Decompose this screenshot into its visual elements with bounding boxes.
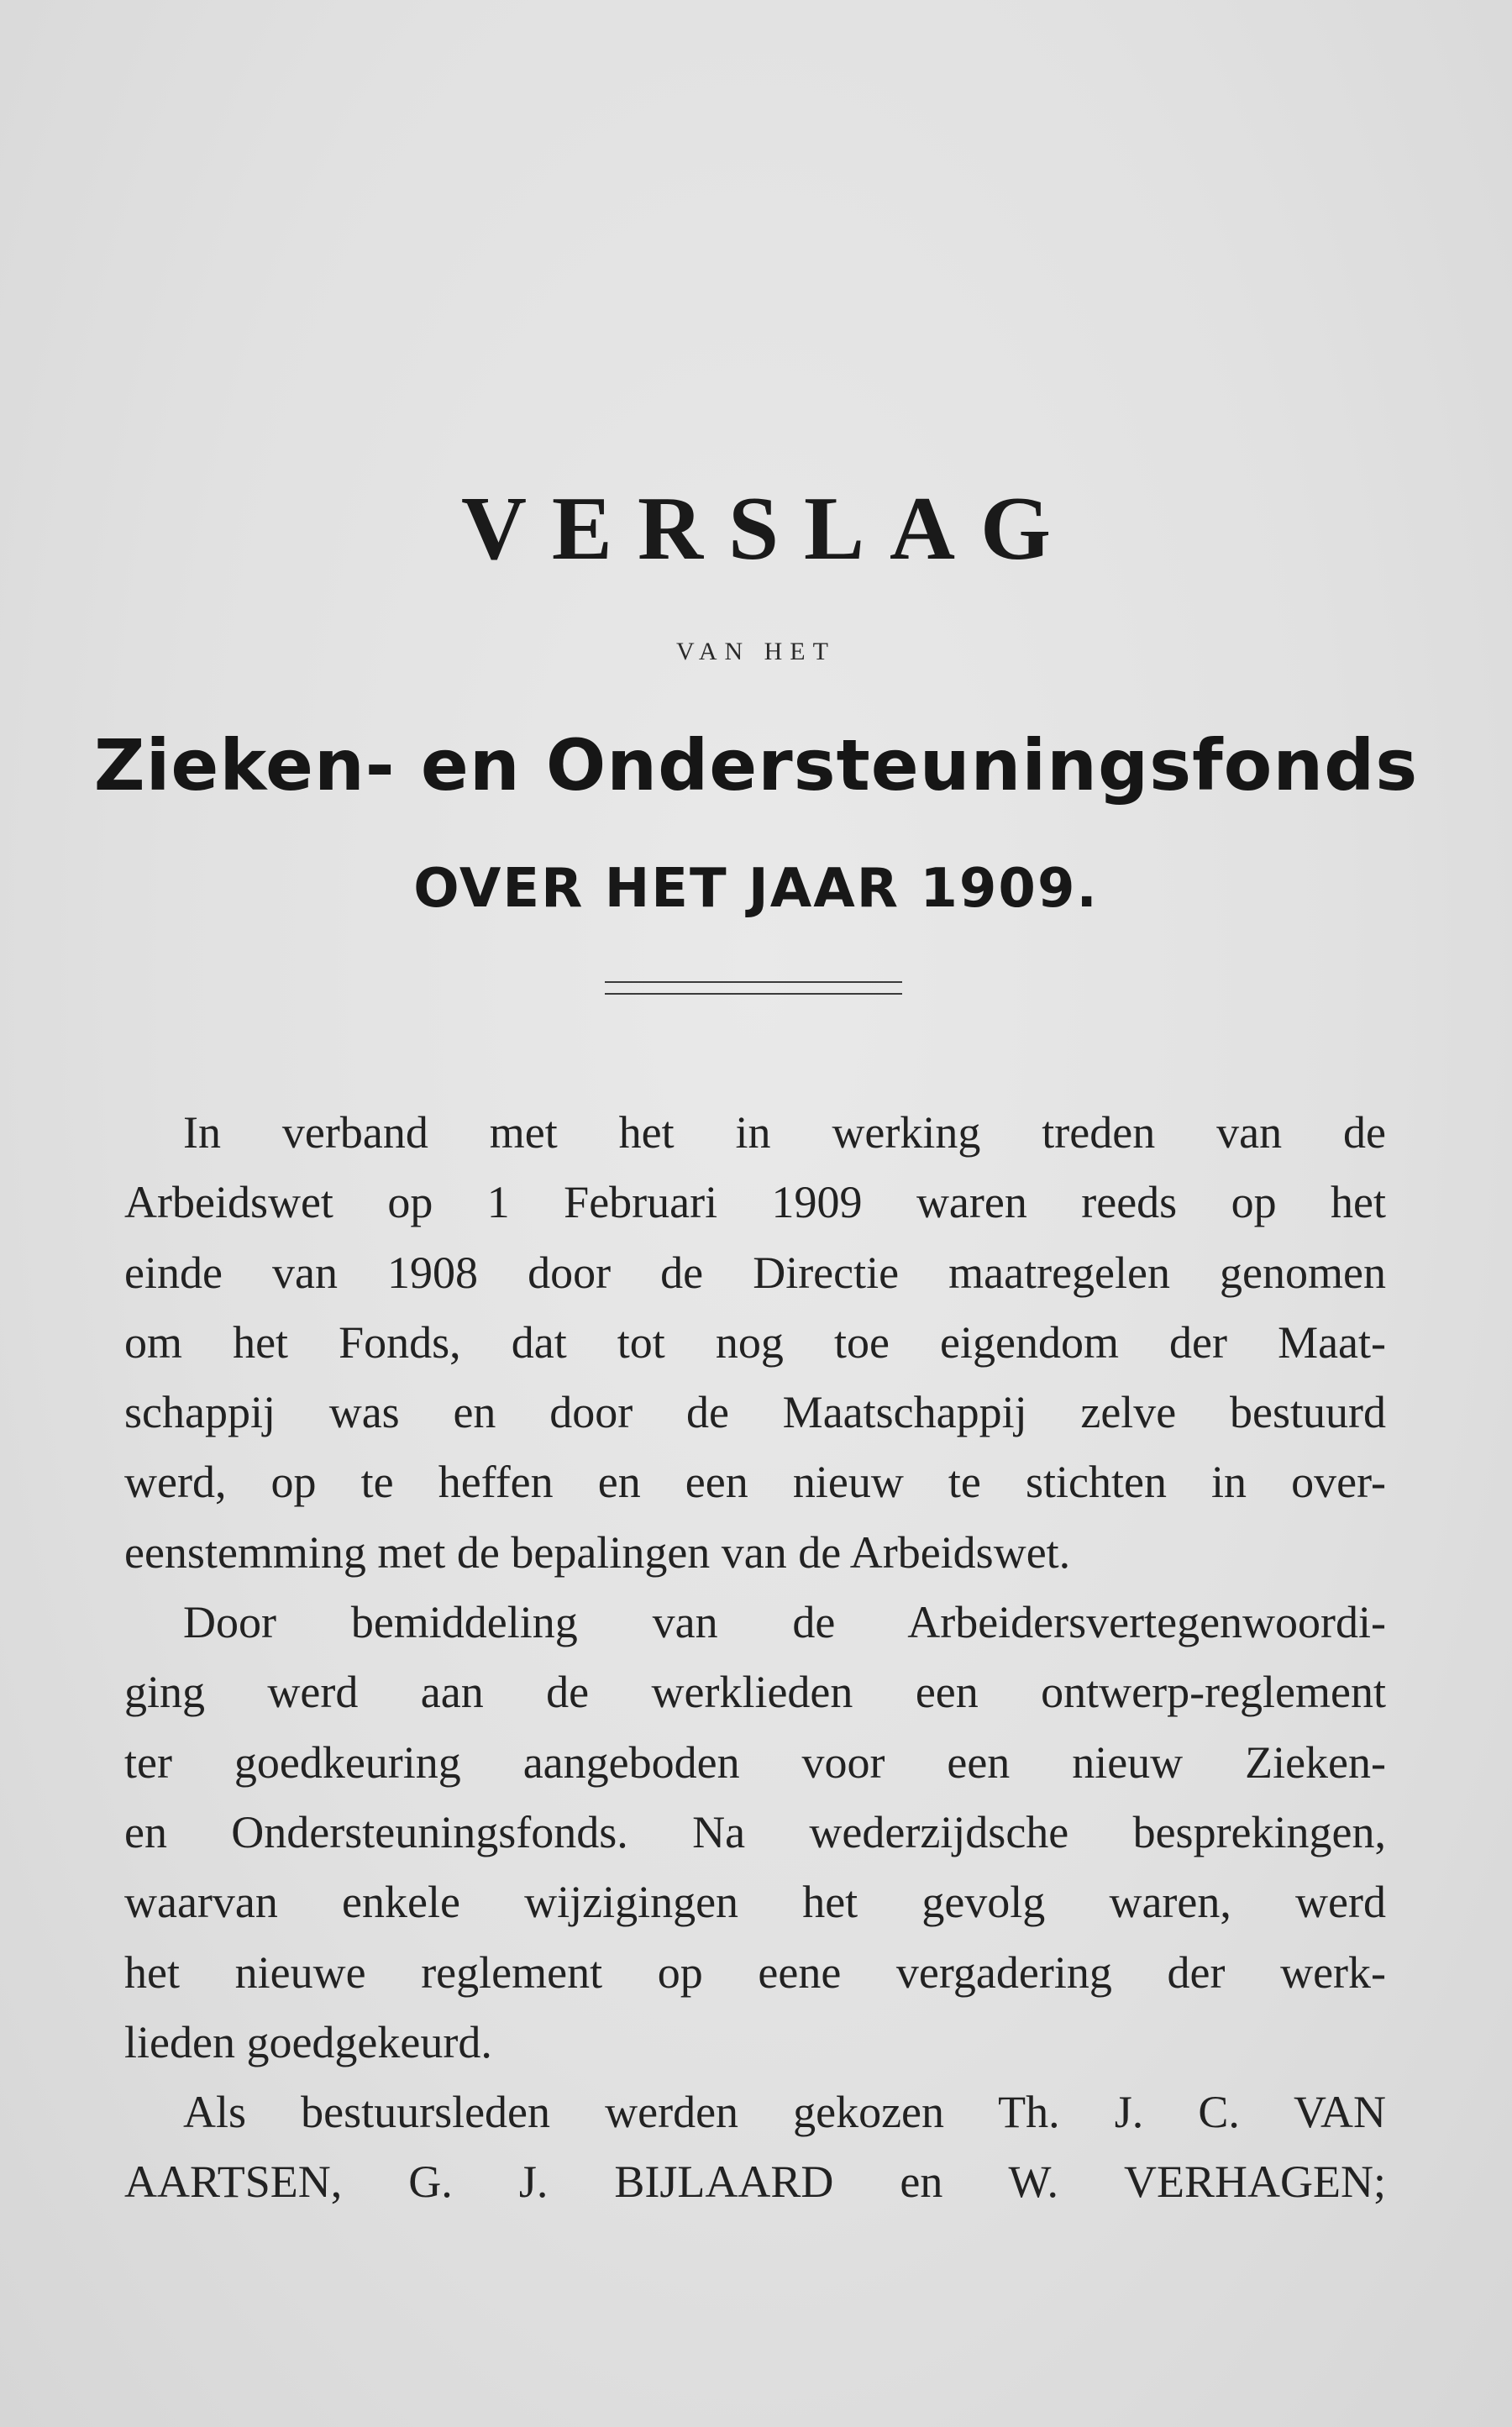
year-heading: OVER HET JAAR 1909. [413, 858, 1099, 920]
paragraph-2-line-1: Door bemiddeling van de Arbeidersvertegenwoordi- [183, 1597, 1386, 1648]
paragraph-3-line-2: AARTSEN, G. J. BIJLAARD en W. VERHAGEN; [124, 2156, 1386, 2208]
paragraph-1-line-6: werd, op te heffen en een nieuw te stichten in over- [124, 1457, 1386, 1508]
show-through-texture [126, 210, 1403, 279]
fund-name-heading: Zieken- en Ondersteuningsfonds [93, 724, 1419, 806]
paragraph-1-line-3: einde van 1908 door de Directie maatregelen genomen [124, 1247, 1386, 1298]
paragraph-1-line-4: om het Fonds, dat tot nog toe eigendom der Maat- [124, 1316, 1386, 1368]
paragraph-2-line-2: ging werd aan de werklieden een ontwerp-reglement [124, 1667, 1386, 1718]
paragraph-1-line-2: Arbeidswet op 1 Februari 1909 waren reeds op het [124, 1177, 1386, 1228]
paragraph-1-line-7: eenstemming met de bepalingen van de Arbeidswet. [124, 1526, 1071, 1578]
body-text [124, 1098, 1386, 2218]
paragraph-2-line-6: het nieuwe reglement op eene vergadering der werk- [124, 1946, 1386, 1998]
paragraph-2-line-7: lieden goedgekeurd. [124, 2016, 492, 2067]
paragraph-1-line-1: In verband met het in werking treden van de [183, 1107, 1386, 1158]
double-rule-divider [605, 981, 902, 995]
paragraph-2-line-3: ter goedkeuring aangeboden voor een nieuw Zieken- [124, 1736, 1386, 1788]
paragraph-2-line-5: waarvan enkele wijzigingen het gevolg waren, werd [124, 1877, 1386, 1928]
paragraph-1-line-5: schappij was en door de Maatschappij zelve bestuurd [124, 1387, 1386, 1438]
paragraph-3-line-1: Als bestuursleden werden gekozen Th. J. C. VAN [183, 2087, 1386, 2138]
paragraph-2-line-4: en Ondersteuningsfonds. Na wederzijdsche besprekingen, [124, 1806, 1386, 1857]
document-title: VERSLAG [460, 479, 1077, 579]
document-subtitle-small: VAN HET [676, 638, 836, 665]
